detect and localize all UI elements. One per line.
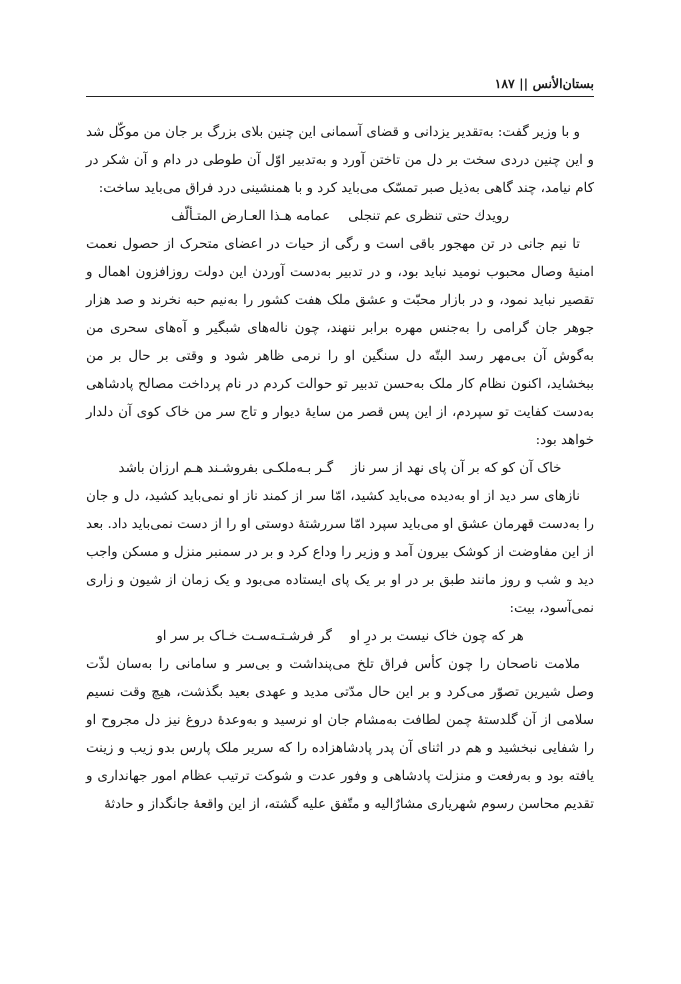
verse-1-second-hemistich: عمامه هـذا العـارض المتـألّف	[171, 209, 331, 224]
paragraph-2: تا نیم جانی در تن مهجور باقی است و رگی از حیات در اعضای متحرک از حصول نعمت امنیهٔ وصال محبوب نومید نباید بود، و در تدبیر به‌دست آوردن این دولت روزافزون اهمال و تقصیر نباید نمود، و در بازار محبّت و عشق ملک هفت کشور را به‌نیم حبه نخرند و صد هزار جوهر جان گرامی را به‌جنس مهره برابر ننهند، چون ناله‌های شبگیر و آه‌های سحری من به‌گوش آن بی‌مهر رسد البتّه دل سنگین او را نرمی ظاهر شود و وقتی بر حال بر من ببخشاید، اکنون نظام کار ملک به‌حسن تدبیر تو حوالت کردم در نام پرداخت مصالح پادشاهی به‌دست کفایت تو سپردم، از این پس قصر من سایهٔ دیوار و تاج سر من خاک کوی آن دلدار خواهد بود:	[86, 237, 594, 448]
verse-3-second-hemistich: گر فرشـتـه‌سـت خـاک بر سر او	[156, 629, 332, 644]
running-head: بستان‌الأنس || ۱۸۷	[86, 74, 594, 97]
paragraph-4: ملامت ناصحان را چون کأس فراق تلخ می‌پنداشت و بی‌سر و سامانی را به‌سان لذّت وصل شیرین تصوّر می‌کرد و بر این حال مدّتی مدید و عهدی بعید بگذشت، هیچ وقت نسیم سلامی از آن گلدستهٔ چمن لطافت به‌مشام جان او نرسید و به‌وعدهٔ دروغ نیز دل مجروح او را شفایی نبخشید و هم در اثنای آن پدر پادشاهزاده را که سریر ملک پارس بدو زیب و زینت یافته بود و به‌رفعت و منزلت پادشاهی و وفور عدت و شوکت ترتیب عظام امور جهانداری و تقدیم محاسن رسوم شهریاری مشارٌالیه و متّفق علیه گشته، از این واقعهٔ جانگداز و حادثهٔ	[86, 657, 594, 812]
verse-3	[86, 623, 594, 651]
verse-2-second-hemistich: گـر بـه‌ملکـی بفروشـند هـم ارزان باشد	[118, 461, 334, 476]
verse-2-first-hemistich: خاک آن کو که بر آن پای نهد از سر ناز	[351, 461, 562, 476]
book-page	[86, 74, 594, 819]
paragraph-3: نازهای سر دید از او به‌دیده می‌باید کشید، امّا سر از کمند ناز او نمی‌باید کشید، دل و جان را به‌دست قهرمان عشق او می‌باید سپرد امّا سررشتهٔ دوستی او را از دست نمی‌باید داد. بعد از این مفاوضت از کوشک بیرون آمد و وزیر را وداع کرد و بر در سمنبر منزل و مسکن واجب دید و شب و روز مانند طبق بر در او بر یک پای ایستاده می‌بود و یک زمان از شیون و زاری نمی‌آسود، بیت:	[86, 489, 594, 616]
verse-1	[86, 203, 594, 231]
page-body	[86, 119, 594, 819]
verse-3-first-hemistich: هر که چون خاک نیست بر درِ او	[349, 629, 524, 644]
verse-2	[86, 455, 594, 483]
paragraph-1: و با وزیر گفت: به‌تقدیر یزدانی و قضای آسمانی این چنین بلای بزرگ بر جان من موکّل شد و این چنین دردی سخت بر دل من تاختن آورد و به‌تدبیر اوّل آن طوطی در دام و آن شکر در کام نیامد، چند گاهی به‌ذیل صبر تمسّک می‌باید کرد و با همنشینی درد فراق می‌باید ساخت:	[86, 125, 594, 196]
verse-1-first-hemistich: رويدك حتى تنظرى عم تنجلى	[348, 209, 509, 224]
